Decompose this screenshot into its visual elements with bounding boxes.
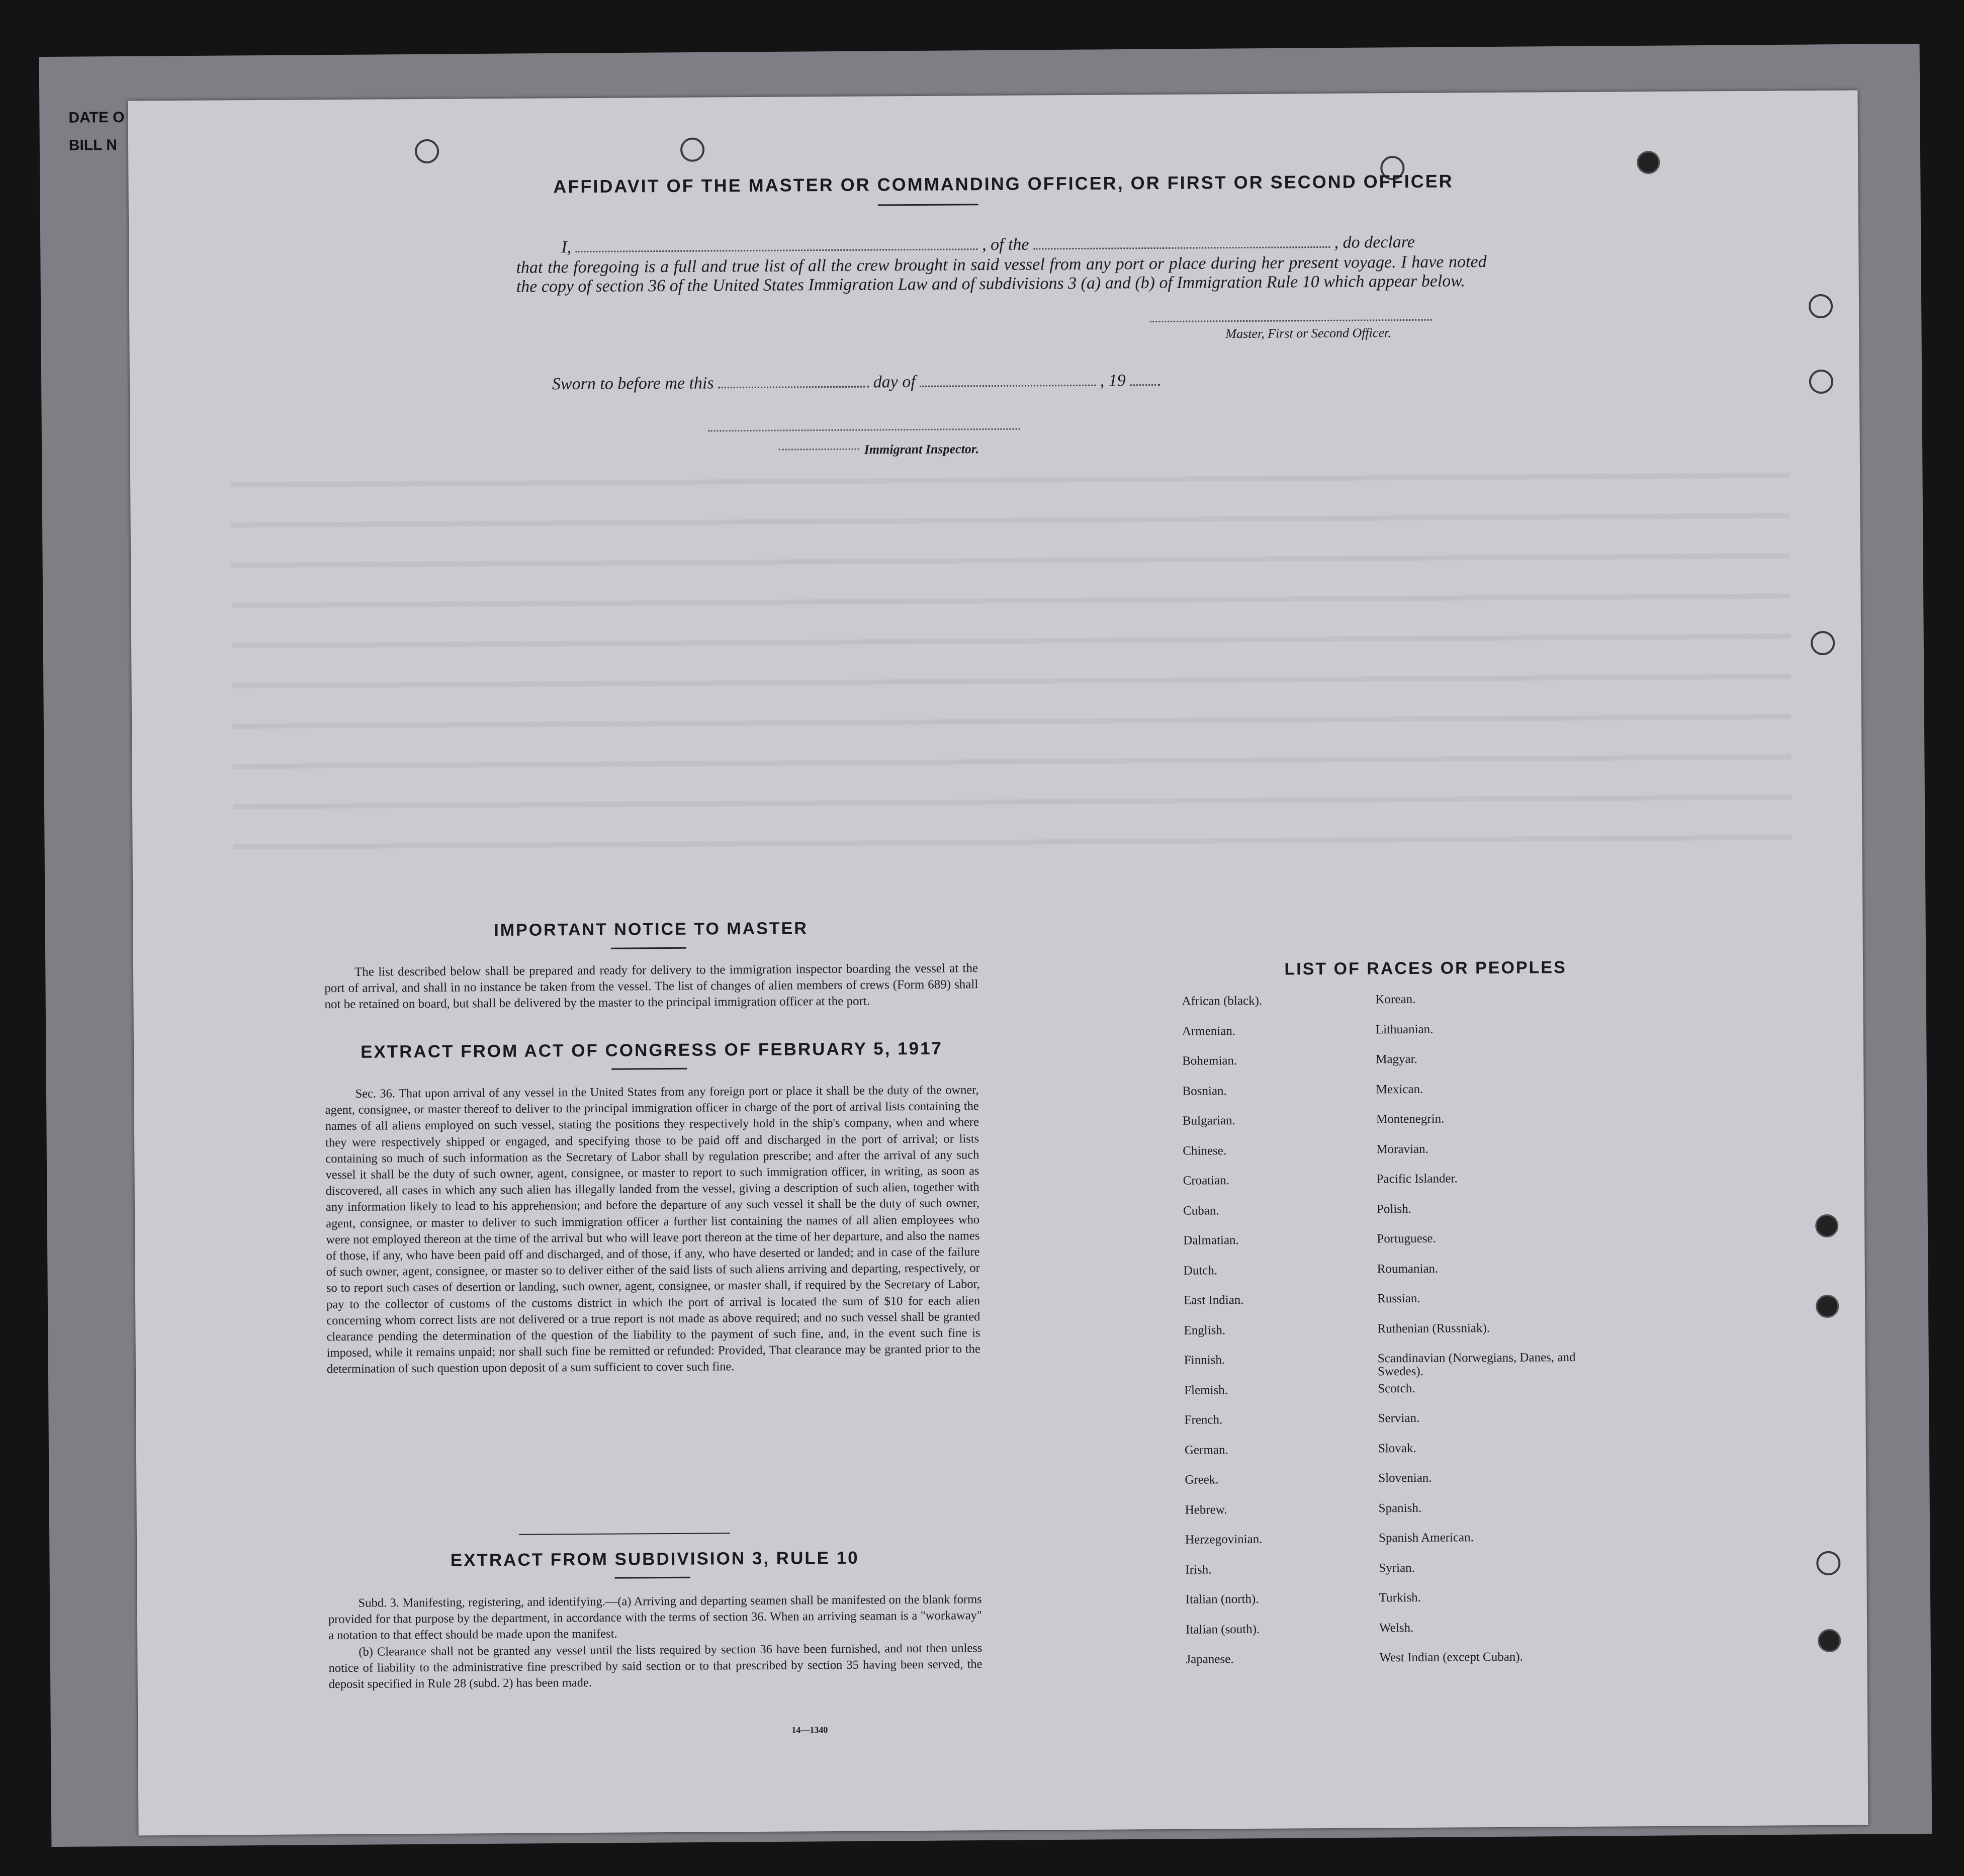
race-entry-left: Herzegovinian.: [1185, 1532, 1263, 1547]
extract-rule-title: EXTRACT FROM SUBDIVISION 3, RULE 10: [450, 1548, 859, 1570]
race-row: [1183, 1141, 1736, 1158]
race-entry-right: Mexican.: [1376, 1082, 1423, 1096]
master-signature-field[interactable]: [1150, 319, 1432, 322]
punch-hole: [1809, 370, 1833, 394]
race-row: [1184, 1320, 1737, 1337]
race-entry-left: Irish.: [1185, 1562, 1212, 1577]
show-through-row: [231, 513, 1790, 527]
race-row: [1185, 1560, 1738, 1577]
race-row: [1182, 1021, 1735, 1038]
race-entry-right: Montenegrin.: [1376, 1112, 1445, 1126]
show-through-row: [232, 674, 1791, 688]
race-row: [1182, 991, 1735, 1008]
race-entry-left: African (black).: [1182, 994, 1263, 1008]
race-entry-left: Bohemian.: [1182, 1054, 1237, 1068]
race-entry-left: Italian (south).: [1186, 1622, 1260, 1637]
show-through-row: [233, 835, 1792, 849]
race-entry-right: Scandinavian (Norwegians, Danes, and Swedes).: [1377, 1350, 1576, 1379]
race-entry-left: French.: [1184, 1413, 1223, 1427]
declarant-name-field[interactable]: [576, 248, 978, 252]
race-row: [1184, 1380, 1737, 1397]
punch-hole: [680, 138, 704, 162]
race-entry-right: Korean.: [1375, 992, 1416, 1007]
race-entry-left: Dutch.: [1183, 1263, 1218, 1278]
show-through-row: [233, 754, 1792, 769]
race-entry-right: Syrian.: [1379, 1561, 1415, 1575]
notice-body: The list described below shall be prepared and ready for delivery to the immigration inspector boarding the vessel at the port of arrival, and shall in no instance be taken from the vessel. The list of changes of alien members of crews (Form 689) shall not be retained on board, but shall be delivered by the master to the principal immigration officer at the port.: [324, 961, 978, 1012]
race-entry-right: Moravian.: [1376, 1142, 1429, 1156]
race-entry-right: Russian.: [1377, 1291, 1420, 1306]
race-entry-left: Dalmatian.: [1183, 1233, 1239, 1247]
extract-rule-body: [328, 1591, 983, 1692]
affidavit-title: AFFIDAVIT OF THE MASTER OR COMMANDING OFFICER, OR FIRST OR SECOND OFFICER: [553, 170, 1454, 197]
race-entry-right: Pacific Islander.: [1376, 1172, 1458, 1186]
year-label: , 19: [1100, 371, 1126, 390]
race-row: [1182, 1051, 1735, 1068]
race-row: [1182, 1081, 1735, 1098]
race-entry-left: German.: [1184, 1443, 1228, 1457]
notice-divider: [611, 947, 686, 949]
race-row: [1186, 1620, 1739, 1637]
race-entry-left: Flemish.: [1184, 1383, 1228, 1397]
punch-hole: [1809, 294, 1833, 318]
race-row: [1184, 1440, 1738, 1457]
race-entry-right: Magyar.: [1376, 1052, 1417, 1066]
extract-rule-paragraph-b: (b) Clearance shall not be granted any vessel until the lists required by section 36 have been furnished, and not then unless notice of liability to the administrative fine prescribed by said section or to that prescribed by section 35 having been served, the deposit specified in Rule 28 (subd. 2) has been made.: [328, 1641, 983, 1691]
race-entry-left: Bulgarian.: [1182, 1114, 1235, 1128]
show-through-row: [232, 593, 1791, 608]
punch-hole: [1818, 1629, 1841, 1652]
punch-hole: [1637, 151, 1660, 174]
punch-hole: [415, 139, 439, 163]
race-row: [1185, 1530, 1738, 1547]
extract-rule-paragraph-a: Subd. 3. Manifesting, registering, and identifying.—(a) Arriving and departing seamen shall be manifested on the blank forms provided for that purpose by the department, in accordance with the terms of section 36. When an arriving seaman is a "workaway" a notation to that effect should be made upon the manifest.: [328, 1592, 983, 1643]
sworn-year-field[interactable]: [1130, 384, 1160, 386]
do-declare-label: , do declare: [1334, 232, 1415, 252]
race-row: [1183, 1171, 1736, 1188]
race-row: [1183, 1230, 1736, 1247]
extract-act-title: EXTRACT FROM ACT OF CONGRESS OF FEBRUARY 5, 1917: [361, 1038, 943, 1062]
punch-hole: [1815, 1214, 1838, 1237]
sworn-day-field[interactable]: [718, 386, 869, 389]
form-number: 14—1340: [791, 1725, 828, 1735]
notice-title: IMPORTANT NOTICE TO MASTER: [494, 919, 808, 940]
show-through-row: [231, 473, 1790, 487]
sworn-prefix: Sworn to before me this: [552, 374, 714, 394]
race-row: [1183, 1201, 1736, 1218]
race-row: [1185, 1470, 1738, 1487]
races-list-title: LIST OF RACES OR PEOPLES: [1284, 958, 1567, 979]
affidavit-divider: [878, 204, 978, 206]
inspector-signature-label: Immigrant Inspector.: [864, 441, 979, 457]
race-row: [1185, 1500, 1738, 1517]
punch-hole: [1811, 631, 1835, 655]
race-entry-right: Slovak.: [1378, 1441, 1416, 1455]
race-entry-left: Greek.: [1185, 1473, 1219, 1487]
form-page: [128, 91, 1868, 1836]
race-entry-right: Spanish.: [1378, 1501, 1422, 1515]
inspector-dots: [779, 449, 859, 451]
race-entry-right: Turkish.: [1379, 1590, 1421, 1605]
inspector-signature-field[interactable]: [708, 428, 1020, 432]
race-row: [1183, 1261, 1737, 1278]
race-entry-left: Japanese.: [1186, 1652, 1234, 1666]
race-entry-left: Chinese.: [1183, 1143, 1227, 1158]
race-entry-left: Armenian.: [1182, 1024, 1236, 1038]
race-entry-left: Hebrew.: [1185, 1502, 1227, 1517]
race-entry-right: Slovenian.: [1378, 1471, 1432, 1485]
race-entry-right: Scotch.: [1378, 1381, 1415, 1395]
race-entry-right: Spanish American.: [1378, 1531, 1474, 1545]
race-row: [1184, 1350, 1737, 1379]
race-entry-right: West Indian (except Cuban).: [1379, 1650, 1523, 1665]
show-through-row: [233, 794, 1792, 809]
race-entry-right: Servian.: [1378, 1411, 1420, 1425]
race-entry-right: Ruthenian (Russniak).: [1377, 1321, 1490, 1335]
extract-act-divider: [611, 1068, 687, 1070]
show-through-row: [232, 634, 1791, 648]
race-row: [1184, 1290, 1737, 1307]
race-row: [1186, 1649, 1739, 1666]
show-through-row: [232, 714, 1791, 729]
race-entry-left: Croatian.: [1183, 1174, 1230, 1188]
show-through-row: [231, 553, 1790, 568]
of-the-label: , of the: [981, 235, 1029, 254]
sworn-statement: [552, 371, 1160, 394]
race-entry-right: Welsh.: [1379, 1621, 1414, 1635]
extract-act-body: Sec. 36. That upon arrival of any vessel in the United States from any foreign port or place it shall be the duty of the owner, agent, consignee, or master thereof to deliver to the principal immigration officer in charge of the port of arrival lists containing the names of all aliens employed on such vessel, stating the positions they respectively hold in the ship's company, when and where they were respectively shipped or engaged, and specifying those to be paid off and discharged in the port of arrival; or lists containing so much of such information as the Secretary of Labor shall by regulation prescribe; and after the arrival of any such vessel it shall be the duty of such owner, agent, consignee, or master to report to such immigration officer, in writing, as soon as discovered, all cases in which any such alien has illegally landed from the vessel, giving a description of such alien, together with any information likely to lead to his apprehension; and before the departure of any such vessel it shall be the duty of such owner, agent, consignee, or master to deliver to such immigration officer a further list containing the names of all alien employees who were not employed thereon at the time of the arrival but who will leave port thereon at the time of her departure, and also the names of those, if any, who have been paid off and discharged, and of those, if any, who have deserted or landed; and in case of the failure of such owner, agent, consignee, or master so to deliver either of the said lists of such aliens arriving and departing, respectively, or so to report such cases of desertion or landing, such owner, agent, consignee, or master shall, if required by the Secretary of Labor, pay to the collector of customs of the customs district in which the port of arrival is located the sum of $10 for each alien concerning whom correct lists are not delivered or a true report is not made as above required; and no such vessel shall be granted clearance pending the determination of the question of the liability to the payment of such fine, and, in the event such fine is imposed, while it remains unpaid; nor shall such fine be remitted or refunded: Provided, That clearance may be granted prior to the determination of such question upon deposit of a sum sufficient to cover such fine.: [325, 1083, 980, 1376]
extract-rule-divider: [614, 1577, 690, 1579]
race-row: [1182, 1111, 1736, 1128]
race-entry-left: Bosnian.: [1182, 1084, 1227, 1098]
race-entry-left: English.: [1184, 1323, 1226, 1337]
declarant-prefix: I,: [561, 238, 572, 257]
race-entry-right: Roumanian.: [1377, 1262, 1439, 1276]
races-list: [1182, 991, 1735, 1666]
bill-tab-label: BILL N: [68, 137, 118, 154]
race-entry-left: East Indian.: [1184, 1293, 1244, 1307]
race-entry-right: Portuguese.: [1377, 1231, 1436, 1246]
race-row: [1184, 1410, 1737, 1427]
race-entry-left: Cuban.: [1183, 1203, 1219, 1218]
vessel-name-field[interactable]: [1033, 246, 1330, 250]
day-of-label: day of: [873, 372, 916, 392]
affidavit-body: that the foregoing is a full and true list of all the crew brought in said vessel from any port or place during her present voyage. I have noted the copy of section 36 of the United States Immigration Law and of subdivisions 3 (a) and (b) of Immigration Rule 10 which appear below.: [516, 252, 1487, 296]
race-row: [1185, 1589, 1739, 1606]
race-entry-left: Finnish.: [1184, 1353, 1225, 1367]
race-entry-right: Lithuanian.: [1375, 1022, 1434, 1036]
sworn-month-field[interactable]: [920, 385, 1096, 387]
master-signature-label: Master, First or Second Officer.: [1225, 325, 1391, 341]
section-separator: [519, 1533, 730, 1535]
race-entry-right: Polish.: [1376, 1202, 1411, 1216]
date-tab-label: DATE O: [68, 109, 125, 126]
race-entry-left: Italian (north).: [1185, 1592, 1259, 1606]
punch-hole: [1816, 1295, 1839, 1318]
punch-hole: [1816, 1551, 1840, 1575]
